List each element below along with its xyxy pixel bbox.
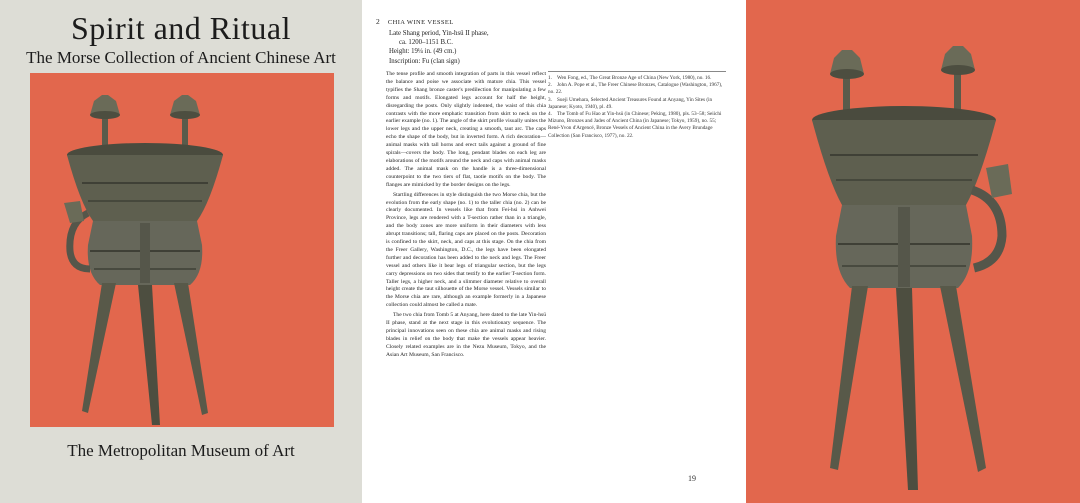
page-number: 19 xyxy=(688,474,696,483)
entry-title: CHIA WINE VESSEL xyxy=(387,19,454,26)
footnote: 2. John A. Pope et al., The Freer Chinese Bronzes, Catalogue (Washington, 1967), no. 22. xyxy=(548,82,723,96)
chia-vessel-image xyxy=(746,0,1080,503)
cover-title: Spirit and Ritual xyxy=(70,10,292,46)
meta-line: Inscription: Fu (clan sign) xyxy=(389,57,460,65)
photo-plate xyxy=(746,0,1080,503)
entry-metadata xyxy=(389,29,489,66)
chia-vessel-image xyxy=(30,73,334,427)
cover-subtitle: The Morse Collection of Ancient Chinese Art xyxy=(26,48,336,67)
footnote: 1. Wen Fong, ed., The Great Bronze Age of China (New York, 1980), no. 16. xyxy=(548,75,712,81)
meta-line: Late Shang period, Yin-hsü II phase, xyxy=(389,30,489,37)
paragraph: Startling differences in style distinguish the two Morse chia, but the evolution from the early shape (no. 1) to the taller chia (no. 2) can be clearly documented. In vessels like that from Fei-hsi in Anhwei Province, legs are rendered with a T-section rather than in a triangle, and the body zones are more uniform in their diameters with less abrupt transitions; tall, flaring caps are placed on the posts. Decoration is confined to the skirt, neck, and caps at this stage. On the chia from the Freer Gallery, Washington, D.C., the legs have been elongated further and decoration has been added to the neck and legs. The Freer vessel and others like it bear legs of triangular section, but the legs carry depressions on two sides that testify to the earlier T-section form. Taller legs, a higher neck, and a slimmer diameter relative to overall height create the taut silhouette of the Morse vessel. Vessels similar to the Morse chia are rare, although an example formerly in a Japanese collection could almost be called a mate. xyxy=(386,191,546,309)
entry-heading xyxy=(376,17,454,26)
meta-line: Height: 19¼ in. (49 cm.) xyxy=(389,48,457,56)
footnotes xyxy=(548,71,726,140)
paragraph: The tense profile and smooth integration of parts in this vessel reflect the balance and poise we associate with mature chia. This vessel typifies the Shang bronze caster's predilection for manipulating a few forms and motifs. Elongated legs account for half the height, disregarding the posts. Only slightly indented, the waist of this chia contrasts with the more emphatic transition from skirt to neck on the earlier example (no. 1). The angle of the skirt profile visually unites the lower legs and the upper neck, creating a smooth, taut arc. The caps echo the shape of the body, but in inverted form. A rich decoration—animal masks with tall horns and erect tails against a ground of fine spirals—covers the body. The long, pendant blades on each leg are elaborations of the motifs around the neck and caps with animal masks added. The animal mask on the handle is a three-dimensional counterpoint to the two tiers of flat, taotie motifs on the body. The flanges are mimicked by the border designs on the legs. xyxy=(386,71,546,188)
meta-line: ca. 1200–1151 B.C. xyxy=(399,39,453,47)
entry-number: 2 xyxy=(376,17,380,26)
book-cover xyxy=(0,0,362,503)
footnote: 3. Sueji Umehara, Selected Ancient Treasures Found at Anyang, Yin Sites (in Japanese; Kyoto, 1940), pl. 49. xyxy=(548,96,713,110)
paragraph: The two chia from Tomb 5 at Anyang, here dated to the late Yin-hsü II phase, stand at the next stage in this evolutionary sequence. The principal innovations seen on these chia are animal masks and rising blades in relief on the body that make the vessels appear heavier. Closely related examples are in the Nezu Museum, Tokyo, and the Asian Art Museum, San Francisco. xyxy=(386,312,546,358)
catalogue-page xyxy=(362,0,746,503)
footnote: 4. The Tomb of Fu Hao at Yin-hsü (in Chinese; Peking, 1980), pls. 53–58; Seiichi Mizuno, Bronzes and Jades of Ancient China (in Japanese; Tokyo, 1959), no. 55; René-Yvon d'Argencé, Bronze Vessels of Ancient China in the Avery Brundage Collection (San Francisco, 1977), no. 22. xyxy=(548,111,722,139)
cover-photo xyxy=(30,73,334,427)
body-text xyxy=(386,71,546,362)
cover-publisher: The Metropolitan Museum of Art xyxy=(67,441,295,460)
